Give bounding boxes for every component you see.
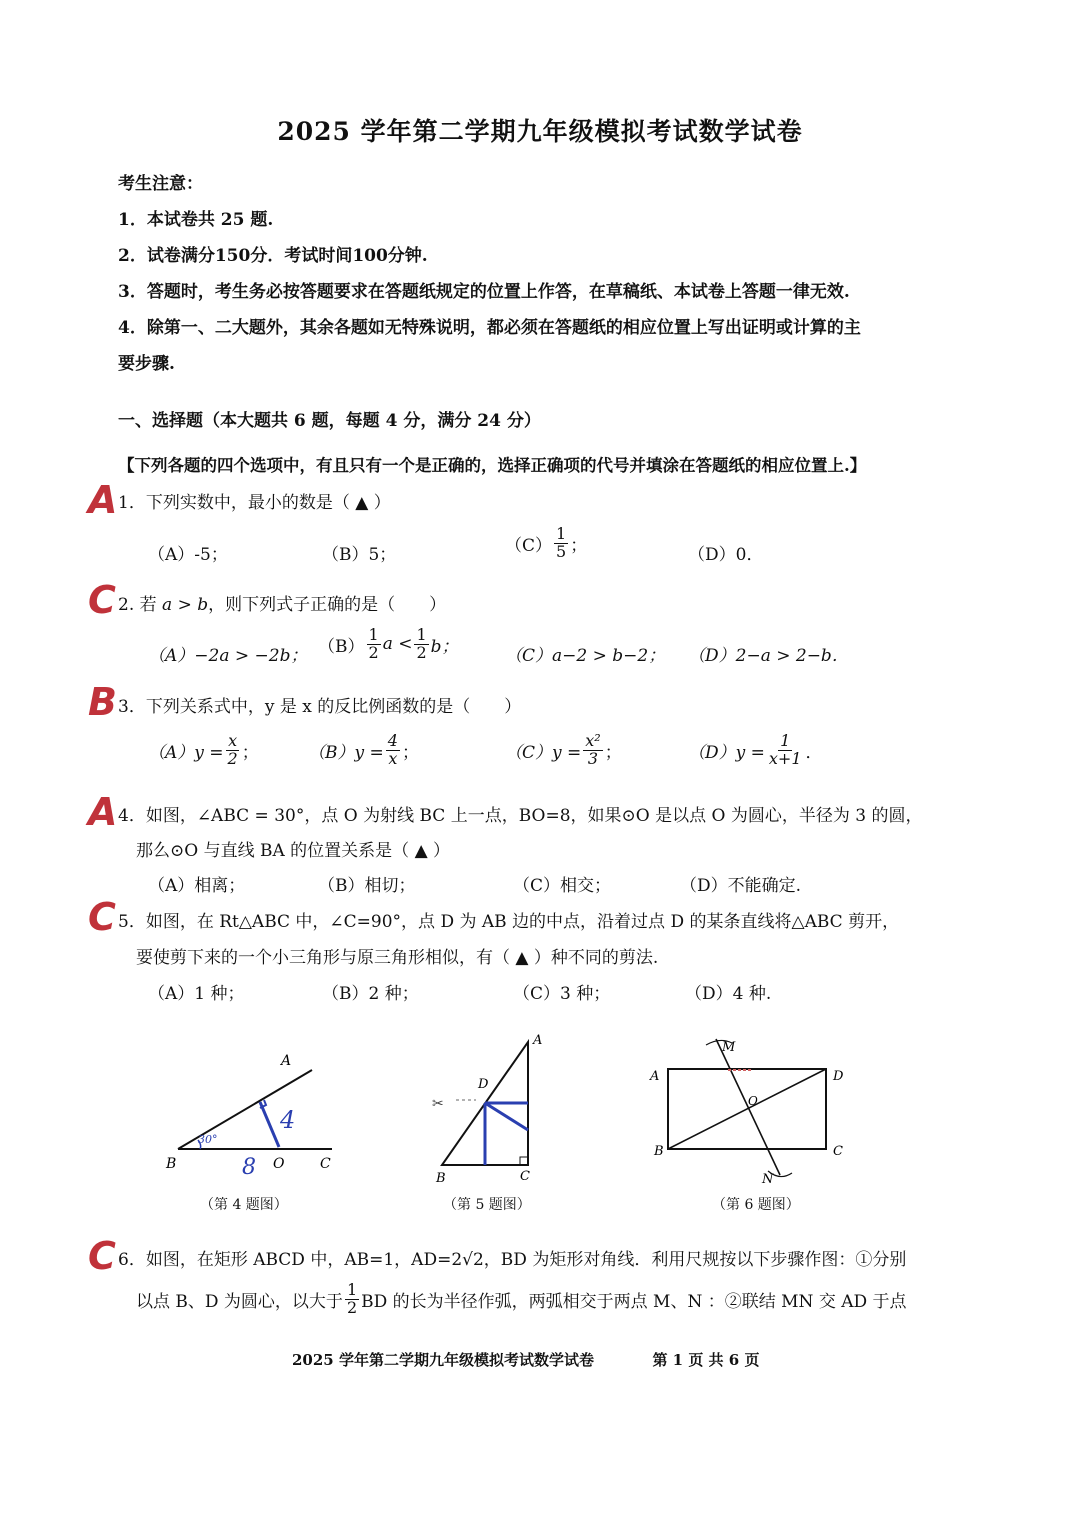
label-a: A (281, 1053, 292, 1069)
option-a: （A）1 种； (148, 984, 245, 1004)
question-text: 那么⊙O 与直线 BA 的位置关系是（ ▲ ） (136, 841, 451, 861)
notice-heading: 考生注意： (118, 174, 203, 194)
option-b-prefix: （B）y = (308, 742, 384, 763)
label-a: A (533, 1033, 543, 1048)
label-m: M (722, 1040, 736, 1055)
label-b: B (166, 1156, 177, 1172)
right-angle-mark (520, 1157, 528, 1165)
footer-title: 2025 学年第二学期九年级模拟考试数学试卷 (292, 1351, 594, 1369)
question-text-part: BD 的长为半径作弧，两弧相交于两点 M、N ：②联结 MN 交 AD 于点 (361, 1291, 907, 1312)
label-n: N (762, 1172, 774, 1187)
question-stem: 1．下列实数中，最小的数是（ ▲ ） (118, 493, 391, 513)
handwritten-answer-mark: C (88, 578, 116, 622)
fraction (386, 733, 400, 768)
stem-math: a > b (162, 595, 209, 615)
option-d: （D）2−a > 2−b． (688, 646, 849, 666)
question-stem (118, 590, 446, 615)
fraction (583, 733, 602, 768)
option-c: （C）相交； (513, 876, 612, 896)
label-c: C (320, 1156, 331, 1172)
figure-5-caption: （第 5 题图） (443, 1197, 531, 1213)
option-c-prefix: （C）y = (505, 742, 582, 763)
question-text: 5．如图，在 Rt△ABC 中，∠C=90°，点 D 为 AB 边的中点，沿着过点 D 的某条直线将△ABC 剪开， (118, 912, 900, 932)
figure-4-caption: （第 4 题图） (200, 1197, 288, 1213)
fraction-numerator: 1 (346, 1280, 358, 1299)
option-c (505, 733, 622, 768)
fraction (414, 627, 428, 662)
option-b (318, 627, 459, 662)
fraction (367, 627, 381, 662)
fraction-denominator: x (388, 748, 398, 768)
fraction-numerator: 1 (368, 625, 379, 644)
notice-item: 1．本试卷共 25 题. (118, 210, 274, 230)
option-b-suffix: ； (401, 742, 419, 763)
option-c: （C）a−2 > b−2； (505, 646, 666, 666)
option-a-suffix: ； (241, 742, 259, 763)
fraction-numerator: 4 (387, 731, 398, 750)
page-number: 第 1 页 共 6 页 (652, 1351, 760, 1369)
label-o: O (273, 1156, 285, 1172)
option-c (505, 526, 587, 561)
hand-perpendicular (260, 1102, 279, 1147)
fraction (554, 526, 568, 561)
label-a: A (650, 1069, 660, 1084)
option-c-prefix: （C） (505, 535, 553, 556)
handwritten-answer-mark: B (88, 680, 117, 724)
page-footer (292, 1349, 759, 1370)
fraction (767, 733, 804, 768)
option-c: （C）3 种； (513, 984, 611, 1004)
option-c-suffix: ； (604, 742, 622, 763)
fraction-numerator: 1 (556, 524, 567, 543)
label-d: D (833, 1069, 844, 1084)
option-d: （D）不能确定. (680, 876, 802, 896)
figure-6-caption: （第 6 题图） (712, 1197, 800, 1213)
handwritten-answer-mark: C (88, 1234, 116, 1278)
option-d: （D）4 种. (685, 984, 772, 1004)
hand-length-label: 8 (242, 1155, 256, 1180)
fraction-denominator: 2 (368, 642, 379, 662)
question-number: 2. (118, 595, 135, 615)
label-b: B (436, 1171, 446, 1186)
option-d (688, 733, 823, 768)
option-a: （A）相离； (148, 876, 246, 896)
notice-item: 要步骤. (118, 354, 175, 374)
question-text: 6．如图，在矩形 ABCD 中，AB=1，AD=2√2，BD 为矩形对角线．利用尺规按以下步骤作图：①分别 (118, 1250, 907, 1270)
option-a: （A）−2a > −2b； (148, 646, 308, 666)
question-text: 要使剪下来的一个小三角形与原三角形相似，有（ ▲ ）种不同的剪法. (136, 948, 659, 968)
option-c-suffix: ； (570, 535, 588, 556)
question-text-part: 以点 B、D 为圆心，以大于 (136, 1291, 343, 1312)
option-b: （B）5； (322, 545, 397, 565)
option-a: （A）-5； (148, 545, 228, 565)
fraction-denominator: 3 (587, 748, 599, 768)
scissors-icon: ✂ (432, 1096, 444, 1112)
diagonal-bd (668, 1069, 826, 1149)
label-b: B (654, 1144, 664, 1159)
hand-angle-label: 30° (198, 1133, 218, 1146)
section-instruction: 【下列各题的四个选项中，有且只有一个是正确的，选择正确项的代号并填涂在答题纸的相应位置上.】 (118, 456, 867, 475)
option-b (308, 733, 419, 768)
handwritten-answer-mark: A (88, 478, 118, 522)
option-b: （B）相切； (318, 876, 416, 896)
option-b-suffix: b； (430, 636, 459, 657)
fraction-denominator: 2 (346, 1297, 358, 1317)
figure-5-diagram (420, 1030, 560, 1190)
label-c: C (520, 1169, 530, 1184)
hand-cut-line (485, 1103, 528, 1130)
fraction-numerator: 1 (780, 731, 791, 750)
label-d: D (478, 1077, 489, 1092)
fraction-numerator: x² (585, 731, 601, 750)
question-text (136, 1282, 907, 1317)
option-b-prefix: （B） (318, 636, 365, 657)
option-d-suffix: ． (805, 742, 823, 763)
question-text: 4．如图，∠ABC = 30°，点 O 为射线 BC 上一点，BO=8，如果⊙O 是以点 O 为圆心，半径为 3 的圆， (118, 806, 923, 826)
stem-text: ，则下列式子正确的是（ ） (208, 595, 447, 615)
notice-item: 3．答题时，考生务必按答题要求在答题纸规定的位置上作答，在草稿纸、本试卷上答题一律无效. (118, 282, 850, 302)
fraction-numerator: x (228, 731, 238, 750)
hand-length-label: 4 (280, 1106, 296, 1134)
fraction (226, 733, 240, 768)
handwritten-answer-mark: A (88, 790, 118, 834)
option-a-prefix: （A）y = (148, 742, 224, 763)
fraction-denominator: 2 (227, 748, 238, 768)
option-b-middle: a < (382, 634, 413, 655)
option-a (148, 733, 259, 768)
fraction-numerator: 1 (416, 625, 427, 644)
stem-text: 若 (134, 595, 163, 615)
page-title: 2025 学年第二学期九年级模拟考试数学试卷 (277, 117, 803, 146)
fraction-denominator: 5 (556, 541, 567, 561)
figure-6-diagram (640, 1025, 860, 1190)
option-d-prefix: （D）y = (688, 742, 765, 763)
notice-item: 4．除第一、二大题外，其余各题如无特殊说明，都必须在答题纸的相应位置上写出证明或计算的主 (118, 318, 861, 338)
handwritten-answer-mark: C (88, 895, 116, 939)
label-o: O (748, 1094, 758, 1108)
fraction-denominator: 2 (416, 642, 427, 662)
question-stem: 3．下列关系式中，y 是 x 的反比例函数的是（ ） (118, 697, 522, 717)
option-b: （B）2 种； (322, 984, 419, 1004)
fraction (345, 1282, 359, 1317)
notice-item: 2．试卷满分150分．考试时间100分钟. (118, 246, 428, 266)
label-c: C (833, 1144, 843, 1159)
section-heading: 一、选择题（本大题共 6 题，每题 4 分，满分 24 分） (118, 411, 541, 431)
figure-4-diagram (160, 1050, 350, 1190)
option-d: （D）0． (688, 545, 764, 565)
fraction-denominator: x+1 (768, 748, 802, 768)
